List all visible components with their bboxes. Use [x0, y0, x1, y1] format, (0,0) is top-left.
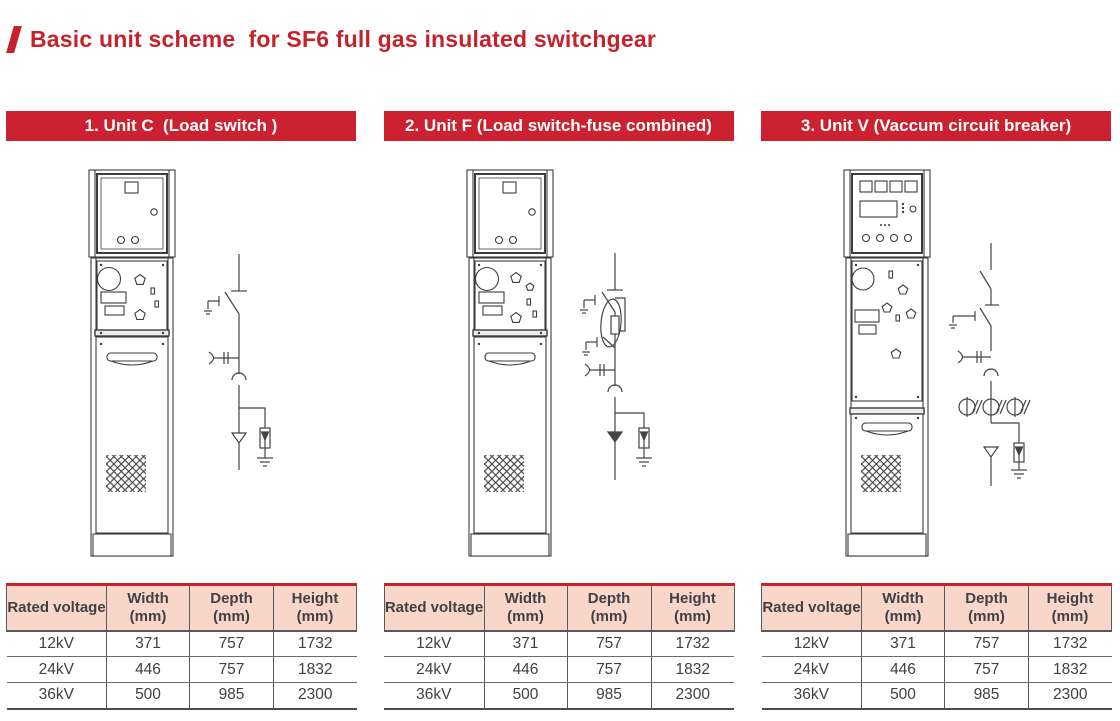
- dimension-cell: 985: [567, 683, 651, 709]
- dimension-cell: 757: [567, 631, 651, 657]
- unit-v-column: [761, 111, 1111, 710]
- column-header: Depth (mm): [190, 585, 274, 631]
- dimension-cell: 500: [484, 683, 567, 709]
- rated-voltage-cell: 24kV: [384, 657, 484, 683]
- rated-voltage-cell: 12kV: [7, 631, 107, 657]
- voltage-indicator-symbol: [958, 351, 991, 363]
- unit-v-banner: 3. Unit V (Vaccum circuit breaker): [761, 111, 1111, 141]
- page-header: [10, 26, 656, 53]
- circuit-breaker-symbol: [980, 243, 991, 305]
- unit-c-figure: [6, 141, 356, 583]
- surge-arrester-symbol: [636, 428, 652, 466]
- spec-header-row: [7, 585, 357, 631]
- dimension-cell: 500: [862, 683, 945, 709]
- unit-c-banner: 1. Unit C (Load switch ): [6, 111, 356, 141]
- unit-c-column: [6, 111, 356, 710]
- spec-row: [384, 657, 734, 683]
- ventilation-grille: [861, 455, 901, 492]
- dimension-cell: 985: [945, 683, 1029, 709]
- cable-termination-arrow: [984, 447, 998, 457]
- spec-row: [762, 631, 1112, 657]
- unit-v-spec-table: [761, 583, 1112, 710]
- unit-f-spec-table: [384, 583, 735, 710]
- dimension-cell: 985: [190, 683, 274, 709]
- unit-f-cabinet-drawing: [466, 168, 554, 558]
- unit-f-single-line-diagram: [580, 248, 660, 483]
- dimension-cell: 2300: [274, 683, 357, 709]
- fuse-symbol: [598, 298, 624, 348]
- spec-row: [7, 657, 357, 683]
- load-switch-symbol: [225, 254, 247, 314]
- unit-v-single-line-diagram: [949, 243, 1044, 488]
- dimension-cell: 1732: [274, 631, 357, 657]
- unit-f-figure: [384, 141, 734, 583]
- column-header: Depth (mm): [945, 585, 1029, 631]
- red-slash-icon: [6, 26, 22, 53]
- voltage-indicator-symbol: [209, 352, 239, 364]
- rated-voltage-cell: 36kV: [762, 683, 862, 709]
- dimension-cell: 2300: [1029, 683, 1112, 709]
- column-header: Width (mm): [107, 585, 190, 631]
- column-header: Rated voltage: [384, 585, 484, 631]
- spec-row: [762, 657, 1112, 683]
- column-header: Height (mm): [1029, 585, 1112, 631]
- unit-c-spec-table: [6, 583, 357, 710]
- ventilation-grille: [106, 455, 146, 492]
- cable-bushing-symbol: [608, 385, 622, 392]
- column-header: Height (mm): [651, 585, 734, 631]
- voltage-indicator-symbol: [585, 364, 615, 376]
- unit-v-figure: [761, 141, 1111, 583]
- column-header: Rated voltage: [7, 585, 107, 631]
- spec-header-row: [762, 585, 1112, 631]
- dimension-cell: 1832: [274, 657, 357, 683]
- dimension-cell: 757: [945, 631, 1029, 657]
- dimension-cell: 2300: [651, 683, 734, 709]
- unit-f-column: [384, 111, 734, 710]
- earthing-switch-symbol-2: [582, 337, 615, 355]
- rated-voltage-cell: 12kV: [384, 631, 484, 657]
- column-header: Depth (mm): [567, 585, 651, 631]
- dimension-cell: 371: [484, 631, 567, 657]
- cable-termination-arrow: [232, 433, 246, 443]
- surge-arrester-symbol: [1011, 443, 1027, 478]
- rated-voltage-cell: 36kV: [384, 683, 484, 709]
- page-title: Basic unit scheme for SF6 full gas insulated switchgear: [30, 26, 656, 52]
- unit-c-single-line-diagram: [201, 252, 281, 472]
- rated-voltage-cell: 36kV: [7, 683, 107, 709]
- dimension-cell: 446: [484, 657, 567, 683]
- disconnector-symbol: [980, 305, 999, 326]
- dimension-cell: 757: [190, 657, 274, 683]
- column-header: Height (mm): [274, 585, 357, 631]
- spec-row: [762, 683, 1112, 709]
- dimension-cell: 757: [945, 657, 1029, 683]
- rated-voltage-cell: 24kV: [7, 657, 107, 683]
- unit-f-banner: 2. Unit F (Load switch-fuse combined): [384, 111, 734, 141]
- spec-row: [7, 631, 357, 657]
- dimension-cell: 1732: [1029, 631, 1112, 657]
- dimension-cell: 757: [567, 657, 651, 683]
- unit-columns: [6, 111, 1111, 710]
- column-header: Rated voltage: [762, 585, 862, 631]
- dimension-cell: 446: [862, 657, 945, 683]
- unit-c-cabinet-drawing: [88, 168, 176, 558]
- surge-arrester-symbol: [257, 428, 273, 466]
- earthing-switch-symbol: [204, 296, 219, 314]
- spec-row: [7, 683, 357, 709]
- unit-v-cabinet-drawing: [843, 168, 931, 558]
- rated-voltage-cell: 12kV: [762, 631, 862, 657]
- dimension-cell: 371: [107, 631, 190, 657]
- spec-header-row: [384, 585, 734, 631]
- dimension-cell: 446: [107, 657, 190, 683]
- column-header: Width (mm): [862, 585, 945, 631]
- dimension-cell: 500: [107, 683, 190, 709]
- rated-voltage-cell: 24kV: [762, 657, 862, 683]
- dimension-cell: 757: [190, 631, 274, 657]
- spec-row: [384, 683, 734, 709]
- dimension-cell: 1832: [1029, 657, 1112, 683]
- cable-bushing-symbol: [232, 373, 246, 380]
- column-header: Width (mm): [484, 585, 567, 631]
- current-transformer-symbols: [959, 397, 1030, 417]
- earthing-switch-symbol: [949, 311, 975, 328]
- spec-row: [384, 631, 734, 657]
- cable-bushing-symbol: [984, 369, 998, 376]
- dimension-cell: 1832: [651, 657, 734, 683]
- dimension-cell: 371: [862, 631, 945, 657]
- dimension-cell: 1732: [651, 631, 734, 657]
- ventilation-grille: [484, 455, 524, 492]
- load-switch-symbol: [602, 253, 623, 312]
- earthing-switch-symbol: [580, 295, 595, 313]
- cable-termination-arrow: [608, 432, 622, 442]
